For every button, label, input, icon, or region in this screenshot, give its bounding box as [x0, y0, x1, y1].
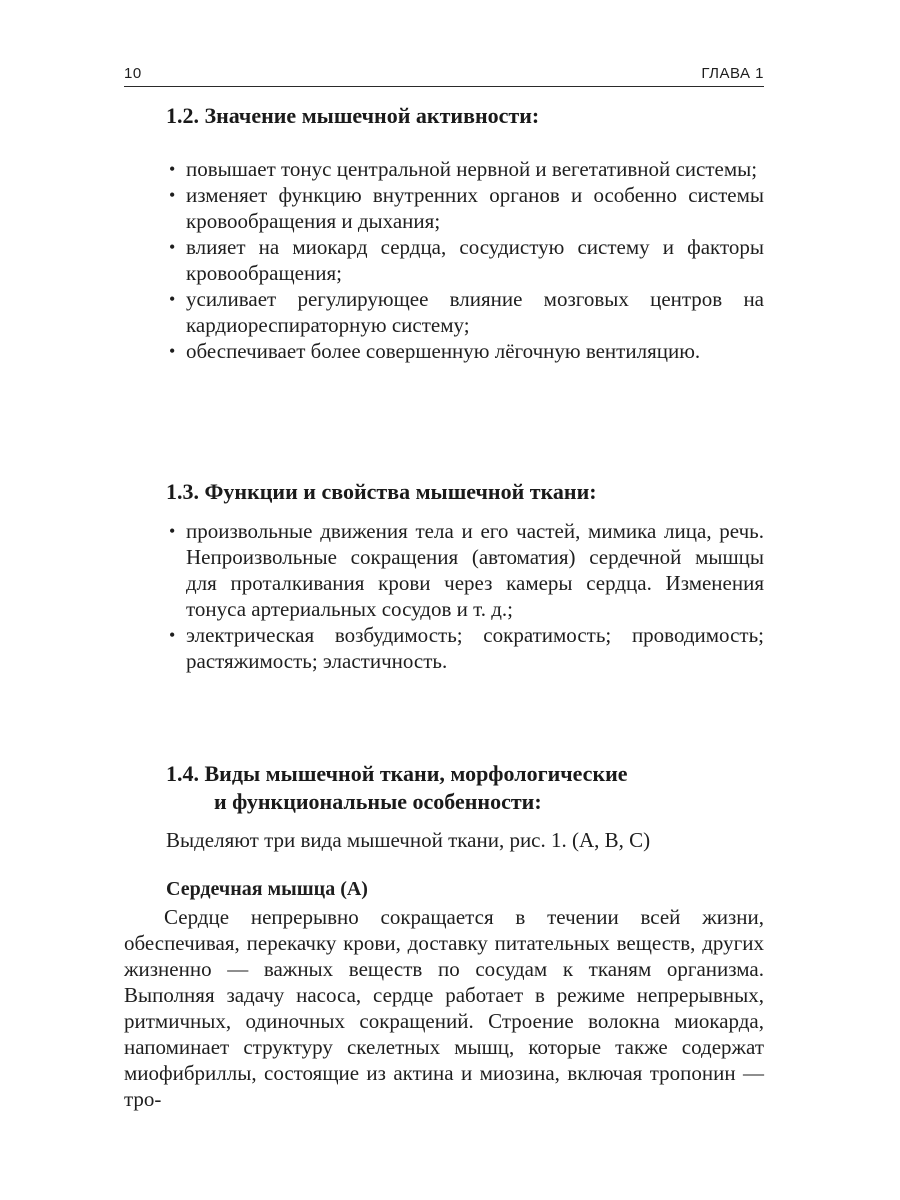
section-heading-1-2: 1.2. Значение мышечной активности: [166, 103, 540, 128]
running-header [124, 64, 764, 87]
heading-line-1: 1.4. Виды мышечной ткани, морфологические [166, 761, 628, 786]
subheading-cardiac-muscle: Сердечная мышца (А) [166, 878, 368, 900]
list-item: • усиливает регулирующее влияние мозговых центров на кардиореспираторную систему; [166, 286, 764, 338]
section-heading-1-3: 1.3. Функции и свойства мышечной ткани: [166, 479, 597, 504]
page-number: 10 [124, 65, 142, 82]
list-muscle-activity [166, 156, 764, 364]
chapter-label: ГЛАВА 1 [701, 65, 764, 82]
list-item: • электрическая возбудимость; сократимость; проводимость; растяжимость; эластичность. [166, 622, 764, 674]
intro-text: Выделяют три вида мышечной ткани, рис. 1. (А, В, С) [166, 828, 651, 852]
list-item: • обеспечивает более совершенную лёгочную вентиляцию. [166, 338, 764, 364]
list-item: • произвольные движения тела и его частей, мимика лица, речь. Непроизвольные сокращения (автоматия) сердечной мышцы для проталкивания крови через камеры сердца. Изменения тонуса артериальных сосудов и т. д.; [166, 518, 764, 622]
list-item: • влияет на миокард сердца, сосудистую систему и факторы кровообращения; [166, 234, 764, 286]
list-item: • изменяет функцию внутренних органов и особенно системы кровообращения и дыхания; [166, 182, 764, 234]
list-muscle-functions [166, 518, 764, 674]
list-item: • повышает тонус центральной нервной и вегетативной системы; [166, 156, 764, 182]
body-paragraph: Сердце непрерывно сокращается в течении всей жизни, обеспечивая, перекачку крови, доставку питательных веществ, других жизненно — важных веществ по сосудам к тканям организма. Выполняя задачу насоса, сердце работает в режиме непрерывных, ритмичных, одиночных сокращений. Строение волокна миокарда, напоминает структуру скелетных мышц, которые также содержат миофибриллы, состоящие из актина и миозина, включая тропонин — тро- [124, 905, 764, 1111]
heading-line-2: и функциональные особенности: [214, 789, 542, 814]
section-heading-1-4 [166, 760, 766, 816]
